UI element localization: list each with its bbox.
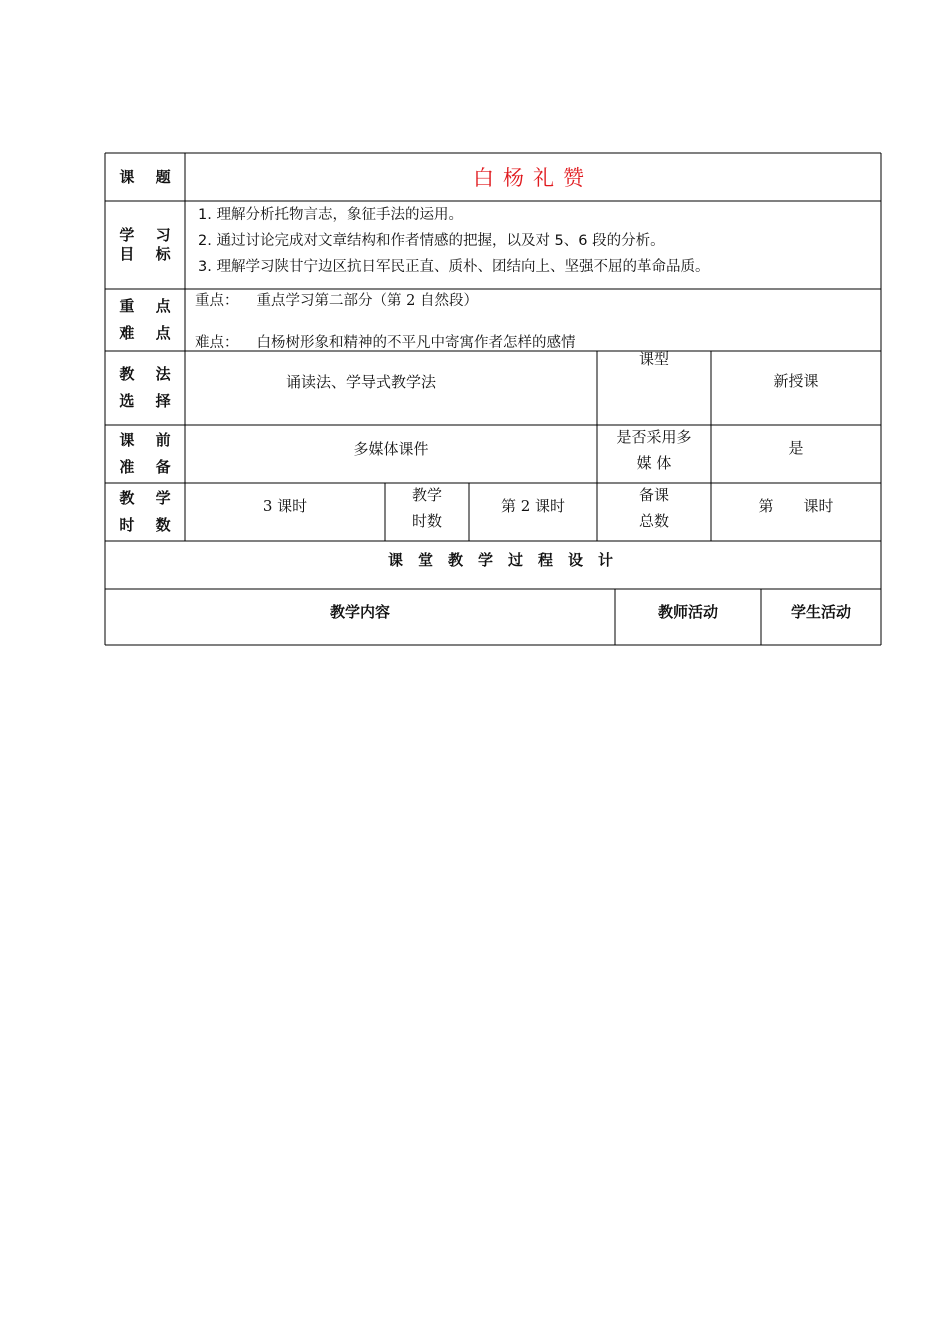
prep-hours-label bbox=[597, 479, 711, 537]
method-value: 诵读法、学导式教学法 bbox=[285, 373, 436, 391]
method-label: 教 法 选 择 bbox=[119, 365, 179, 410]
prep-hours-value: 第 课时 bbox=[758, 497, 834, 515]
prep-label: 课 前 准 备 bbox=[119, 431, 179, 476]
topic-label: 课 题 bbox=[119, 167, 179, 186]
difficulty-prefix: 难点： bbox=[195, 335, 239, 351]
teach-hours-value: 第 2 课时 bbox=[500, 497, 566, 515]
difficulty-value: 白杨树形象和精神的不平凡中寄寓作者怎样的感情 bbox=[256, 335, 576, 351]
key-point-prefix: 重点： bbox=[195, 293, 239, 309]
multimedia-label bbox=[597, 421, 711, 479]
lesson-type-label: 课型 bbox=[638, 350, 669, 368]
hours-value: 3 课时 bbox=[262, 497, 308, 515]
multimedia-label-line: 媒 体 bbox=[636, 454, 672, 472]
objective-item: 2. 通过讨论完成对文章结构和作者情感的把握，以及对 5、6 段的分析。 bbox=[198, 233, 665, 249]
teach-hours-label-line: 时数 bbox=[411, 512, 442, 530]
prep-hours-label-line: 备课 bbox=[638, 486, 669, 504]
objectives-label: 学 习 目 标 bbox=[119, 226, 179, 263]
multimedia-value: 是 bbox=[788, 439, 804, 457]
teach-hours-label-line: 教学 bbox=[411, 486, 442, 504]
column-header-teacher: 教师活动 bbox=[657, 602, 718, 621]
key-point-text bbox=[195, 289, 478, 310]
difficulty-text bbox=[195, 331, 576, 352]
column-header-content: 教学内容 bbox=[329, 602, 390, 621]
prep-hours-label-line: 总数 bbox=[638, 512, 669, 530]
lesson-type-value: 新授课 bbox=[773, 372, 819, 390]
lesson-title: 白杨礼赞 bbox=[473, 166, 593, 190]
objective-item: 3. 理解学习陕甘宁边区抗日军民正直、质朴、团结向上、坚强不屈的革命品质。 bbox=[198, 259, 710, 275]
column-header-student: 学生活动 bbox=[790, 602, 851, 621]
key-point-value: 重点学习第二部分（第 2 自然段） bbox=[256, 293, 478, 309]
process-title: 课堂教学过程设计 bbox=[387, 550, 628, 569]
multimedia-label-line: 是否采用多 bbox=[616, 428, 692, 446]
objective-item: 1. 理解分析托物言志，象征手法的运用。 bbox=[198, 207, 463, 223]
prep-value: 多媒体课件 bbox=[353, 440, 429, 458]
key-points-label: 重 点 难 点 bbox=[119, 297, 179, 342]
teach-hours-label bbox=[385, 479, 469, 537]
hours-label: 教 学 时 数 bbox=[119, 489, 179, 534]
